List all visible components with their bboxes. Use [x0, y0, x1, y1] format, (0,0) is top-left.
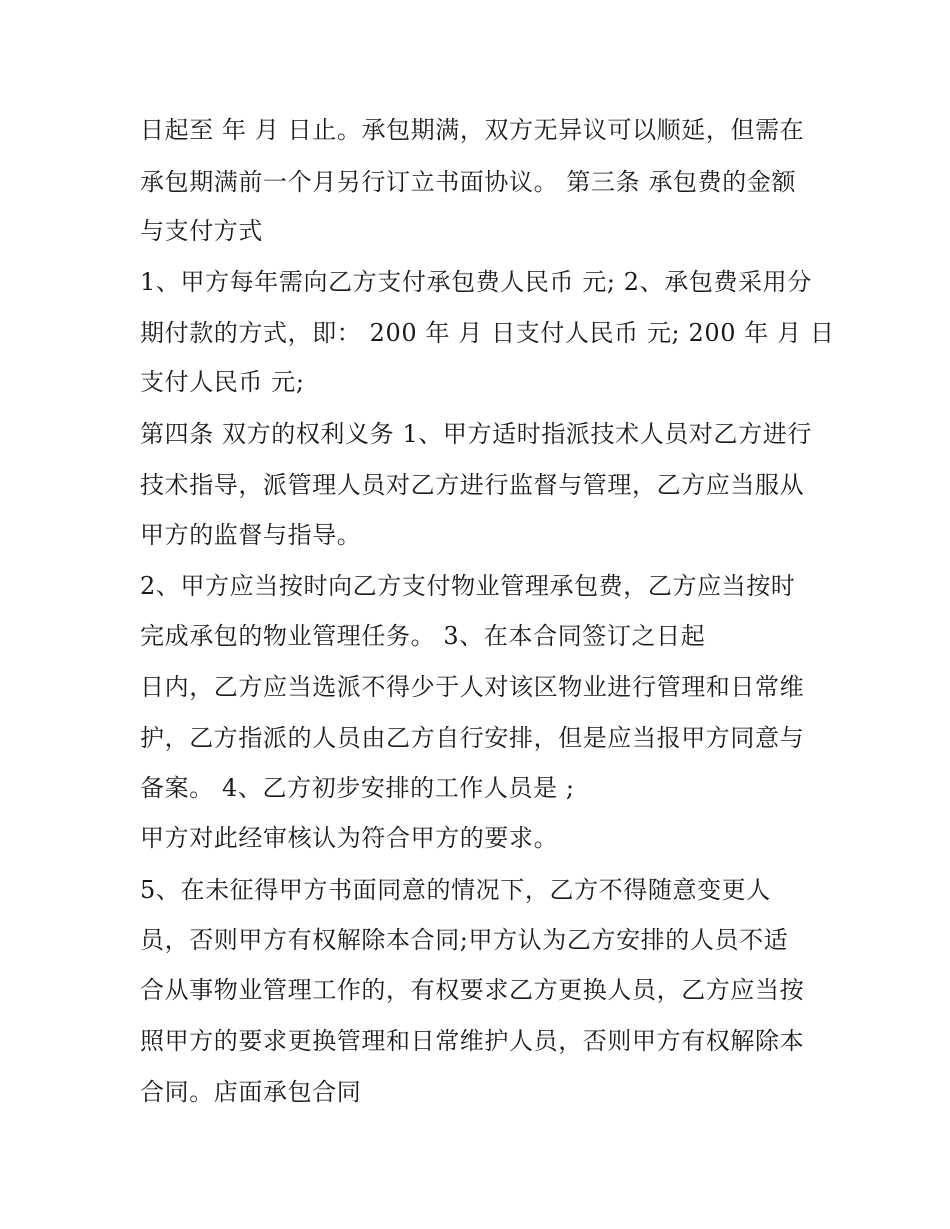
text-line: 技术指导，派管理人员对乙方进行监督与管理，乙方应当服从 — [140, 471, 805, 499]
text-line: 5、在未征得甲方书面同意的情况下，乙方不得随意变更人 — [140, 876, 771, 904]
text-line: 护，乙方指派的人员由乙方自行安排，但是应当报甲方同意与 — [140, 724, 805, 752]
text-line: 日内，乙方应当选派不得少于人对该区物业进行管理和日常维 — [140, 673, 805, 701]
text-line: 完成承包的物业管理任务。 3、在本合同签订之日起 — [140, 622, 706, 650]
text-line: 承包期满前一个月另行订立书面协议。 第三条 承包费的金额 — [140, 168, 797, 196]
text-line: 与支付方式 — [140, 217, 263, 245]
text-line: 合从事物业管理工作的，有权要求乙方更换人员，乙方应当按 — [140, 976, 805, 1004]
text-line: 照甲方的要求更换管理和日常维护人员，否则甲方有权解除本 — [140, 1027, 805, 1055]
text-line: 支付人民币 元; — [140, 368, 305, 396]
text-line: 合同。店面承包合同 — [140, 1078, 362, 1106]
text-line: 日起至 年 月 日止。承包期满，双方无异议可以顺延，但需在 — [140, 116, 805, 144]
text-line: 甲方对此经审核认为符合甲方的要求。 — [140, 824, 559, 852]
text-line: 员，否则甲方有权解除本合同;甲方认为乙方安排的人员不适 — [140, 926, 789, 954]
text-line: 备案。 4、乙方初步安排的工作人员是 ; — [140, 774, 575, 802]
text-line: 第四条 双方的权利义务 1、甲方适时指派技术人员对乙方进行 — [140, 420, 812, 448]
text-line: 期付款的方式，即： 200 年 月 日支付人民币 元; 200 年 月 日 — [140, 319, 835, 347]
text-line: 1、甲方每年需向乙方支付承包费人民币 元; 2、承包费采用分 — [140, 268, 812, 296]
text-line: 2、甲方应当按时向乙方支付物业管理承包费，乙方应当按时 — [140, 572, 796, 600]
text-line: 甲方的监督与指导。 — [140, 521, 362, 549]
